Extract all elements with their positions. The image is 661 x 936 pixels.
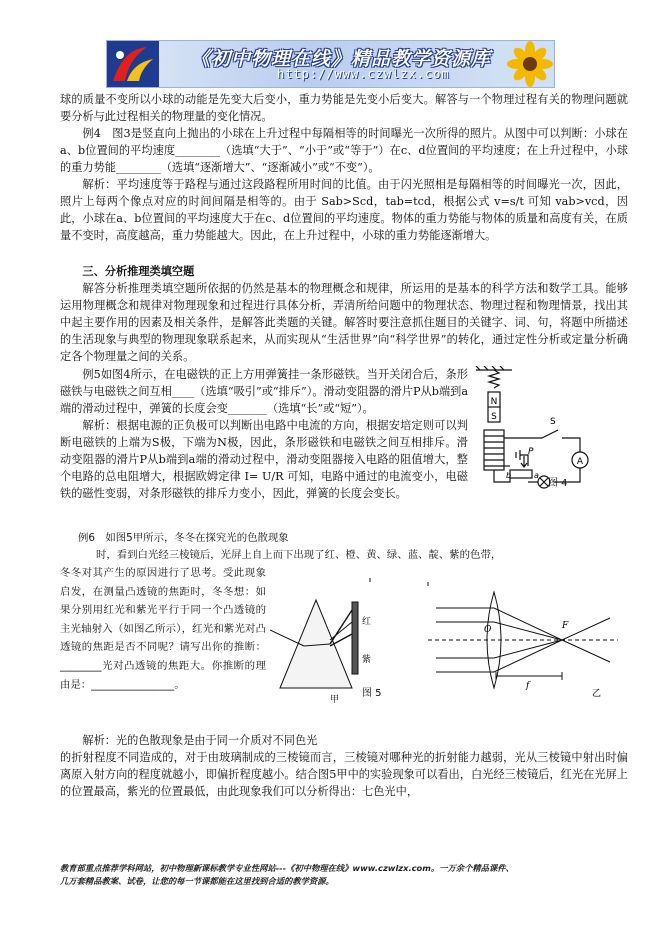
label-optical-center-O: O [484,625,492,635]
section-heading-analysis-reasoning: 三、分析推理类填空题 [82,265,195,278]
label-figure-yi: 乙 [592,689,602,699]
paragraph-example-4-analysis: 解析：平均速度等于路程与通过这段路程所用时间的比值。由于闪光照相是每隔相等的时间曝光一次，因此，照片上每两个像点对应的时间间隔是相等的。由于 Sab>Scd，tab=tcd，根据公式 v=s/t 可知 vab>vcd，因此，小球在a、b位置间的平均速度大于在c、d位置间的平均速度。物体的重力势能与物体的质量和高度有关，在质量不变时，高度越高，重力势能越大。因此，在上升过程中，小球的重力势能逐渐增大。 [60,178,628,242]
figure-5-dispersion-lens [270,578,632,706]
label-slider-P: P [528,447,534,457]
paragraph-example-6-second-line: 时，看到白光经三棱镜后，光屏上自上而下出现了红、橙、黄、绿、蓝、靛、紫的色带， [96,549,502,561]
banner-title: 《初中物理在线》精品教学资源库 [191,48,492,70]
paragraph-example-6-analysis-lead: 解析：光的色散现象是由于同一介质对不同色光 [82,734,318,747]
label-end-b: b [506,471,512,480]
site-logo-icon [107,41,159,87]
label-switch-S: S [550,417,556,427]
sunflower-icon [494,41,554,87]
footer-line-2: 几万套精品教案、试卷，让您的每一节课都能在这里找到合适的教学资源。 [60,876,334,886]
label-red-band: 红 [362,617,372,627]
label-end-a: a [534,471,539,480]
paragraph-example-5: 例5如图4所示，在电磁铁的正上方用弹簧挂一条形磁铁。当开关闭合后，条形磁铁与电磁铁之间互相____（选填“吸引”或“排斥”）。滑动变阻器的滑片P从b端到a端的滑动过程中，弹簧的长度会变_______（选填“长”或“短”）。 [60,368,468,415]
site-banner [106,40,555,88]
paragraph-example-4: 例4 图3是竖直向上抛出的小球在上升过程中每隔相等的时间曝光一次所得的照片。从图中可以判断：小球在a、b位置间的平均速度________（选填“大于”、“小于”或“等于”）在c、d位置间的平均速度；在上升过程中，小球的重力势能________（选填“逐渐增大”、“逐渐减小”或“不变”）。 [60,127,628,174]
label-ammeter-A: A [576,457,584,467]
banner-url: http://www.czwlzx.com [277,67,450,81]
paragraph-section-intro: 解答分析推理类填空题所依据的仍然是基本的物理概念和规律，所运用的是基本的科学方法和数学工具。能够运用物理概念和规律对物理现象和过程进行具体分析，弄清所给问题中的物理状态、物理过程和物理情景，找出其中起主要作用的因素及相关条件，是解答此类题的关键。解答时要注意抓住题目的关键字、词、句，将题中所描述的生活现象与典型的物理现象联系起来，从而实现从“生活世界”向“科学世界”的转化，通过定性分析或定量分析确定各个物理量之间的关系。 [60,282,628,363]
paragraph-example-6-analysis: 的折射程度不同造成的，对于由玻璃制成的三棱镜而言，三棱镜对哪种光的折射能力越弱，光从三棱镜中射出时偏离原入射方向的程度就越小，即偏折程度越小。结合图5甲中的实验现象可以看出，白光经三棱镜后，红光在光屏上的位置最高，紫光的位置最低，由此现象我们可以分析得出：七色光中， [60,751,628,798]
figure-4-caption: 图 4 [548,478,568,489]
label-figure-jia: 甲 [330,695,340,705]
paragraph-intro-continuation: 球的质量不变所以小球的动能是先变大后变小，重力势能是先变小后变大。解答与一个物理过程有关的物理问题就要分析与此过程相关的物理量的变化情况。 [60,93,628,123]
label-magnet-N: N [490,397,498,407]
footer-line-1: 教育部重点推荐学科网站，初中物理新课标教学专业性网站---《初中物理在线》www.czwlzx.com。一万余个精品课件、 [60,863,514,873]
label-magnet-S: S [491,412,497,422]
figure-5-caption: 图 5 [362,688,382,699]
page-footer [60,862,620,888]
paragraph-example-6-question: 冬冬对其产生的原因进行了思考。受此现象启发，在测量凸透镜的焦距时，冬冬想：如果分别用红光和紫光平行于同一个凸透镜的主光轴射入（如图乙所示），红光和紫光对凸透镜的焦距是否不同呢？请写出你的推断：________光对凸透镜的焦距大。你推断的理由是：________________。 [60,567,266,691]
paragraph-example-5-analysis: 解析：根据电源的正负极可以判断出电路中电流的方向，根据安培定则可以判断电磁铁的上端为S极，下端为N极，因此，条形磁铁和电磁铁之间互相排斥。滑动变阻器的滑片P从b端到a端的滑动过程中，滑动变阻器接入电路的阻值增大，整个电路的总电阻增大，根据欧姆定律 I= U/R 可知，电路中通过的电流变小，电磁铁的磁性变弱，对条形磁铁的排斥力变小，因此，弹簧的长度会变长。 [60,419,468,500]
label-focal-length-f: f [526,681,530,691]
paragraph-example-6-first-line: 例6 如图5甲所示，冬冬在探究光的色散现象 [78,532,289,544]
label-focus-F: F [562,621,569,631]
figure-4-circuit [472,366,604,490]
label-violet-band: 紫 [362,655,372,665]
